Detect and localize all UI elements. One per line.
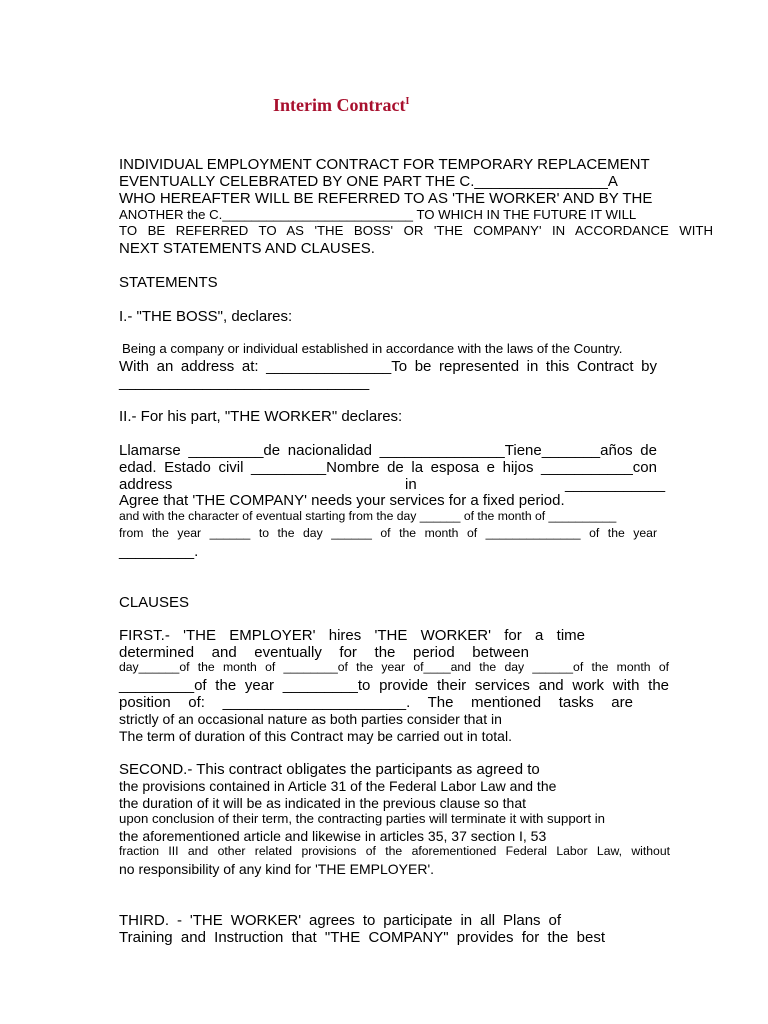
- intro-line-4: ANOTHER the C.__________________________ TO WHICH IN THE FUTURE IT WILL: [119, 207, 637, 222]
- boss-line-3: ______________________________: [119, 374, 370, 391]
- intro-line-2: EVENTUALLY CELEBRATED BY ONE PART THE C.________________A: [119, 173, 618, 190]
- second-clause-line-6: fraction III and other related provisions of the aforementioned Federal Labor Law, without: [119, 844, 670, 858]
- intro-line-1: INDIVIDUAL EMPLOYMENT CONTRACT FOR TEMPORARY REPLACEMENT: [119, 156, 650, 173]
- worker-line-2: edad. Estado civil _________Nombre de la esposa e hijos ___________con: [119, 459, 657, 476]
- worker-line-3-in: in: [405, 476, 417, 493]
- first-clause-line-7: The term of duration of this Contract may be carried out in total.: [119, 728, 512, 744]
- statements-heading: STATEMENTS: [119, 274, 218, 291]
- first-clause-line-6: strictly of an occasional nature as both parties consider that in: [119, 711, 502, 727]
- boss-line-2: With an address at: _______________To be represented in this Contract by: [119, 358, 657, 375]
- worker-line-3-address: address: [119, 476, 173, 493]
- first-clause-line-3: day______of the month of ________of the year of____and the day ______of the month of: [119, 660, 669, 674]
- worker-line-7: _________.: [119, 543, 199, 560]
- worker-line-1: Llamarse _________de nacionalidad _______________Tiene_______años de: [119, 442, 657, 459]
- worker-line-6: from the year ______ to the day ______ of the month of ______________ of the year: [119, 526, 657, 540]
- second-clause-line-5: the aforementioned article and likewise in articles 35, 37 section I, 53: [119, 828, 547, 844]
- first-clause-line-5: position of: ______________________. The mentioned tasks are: [119, 694, 633, 711]
- worker-line-3-blank: ____________: [565, 476, 666, 493]
- title-footnote-marker: I: [405, 96, 410, 107]
- boss-declares-heading: I.- "THE BOSS", declares:: [119, 308, 293, 325]
- intro-line-6: NEXT STATEMENTS AND CLAUSES.: [119, 240, 375, 257]
- clauses-heading: CLAUSES: [119, 594, 190, 611]
- first-clause-line-4: _________of the year _________to provide their services and work with the: [119, 677, 669, 694]
- worker-declares-heading: II.- For his part, "THE WORKER" declares:: [119, 408, 403, 425]
- second-clause-line-1: SECOND.- This contract obligates the participants as agreed to: [119, 761, 540, 778]
- second-clause-line-3: the duration of it will be as indicated in the previous clause so that: [119, 795, 527, 811]
- worker-line-5: and with the character of eventual starting from the day ______ of the month of __________: [119, 509, 617, 523]
- worker-line-4: Agree that 'THE COMPANY' needs your services for a fixed period.: [119, 492, 565, 509]
- document-title: [273, 95, 409, 116]
- second-clause-line-2: the provisions contained in Article 31 of the Federal Labor Law and the: [119, 778, 557, 794]
- first-clause-line-1: FIRST.- 'THE EMPLOYER' hires 'THE WORKER' for a time: [119, 627, 585, 644]
- intro-line-5: TO BE REFERRED TO AS 'THE BOSS' OR 'THE COMPANY' IN ACCORDANCE WITH: [119, 223, 713, 238]
- first-clause-line-2: determined and eventually for the period between: [119, 644, 529, 661]
- third-clause-line-1: THIRD. - 'THE WORKER' agrees to participate in all Plans of: [119, 912, 561, 929]
- boss-line-1: Being a company or individual established in accordance with the laws of the Country.: [122, 341, 623, 356]
- intro-line-3: WHO HEREAFTER WILL BE REFERRED TO AS 'THE WORKER' AND BY THE: [119, 190, 653, 207]
- third-clause-line-2: Training and Instruction that "THE COMPANY" provides for the best: [119, 929, 605, 946]
- second-clause-line-4: upon conclusion of their term, the contracting parties will terminate it with support in: [119, 811, 605, 826]
- title-text: Interim Contract: [273, 95, 406, 115]
- second-clause-line-7: no responsibility of any kind for 'THE EMPLOYER'.: [119, 861, 435, 877]
